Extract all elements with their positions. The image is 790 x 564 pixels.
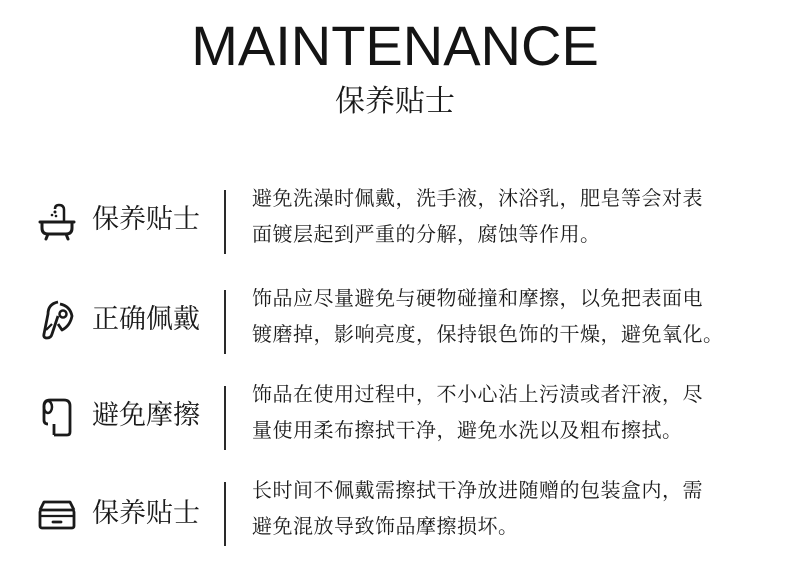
tip-description	[252, 472, 772, 544]
divider	[224, 482, 226, 546]
divider	[224, 290, 226, 354]
tip-description	[252, 180, 772, 252]
tip-line: 避免洗澡时佩戴，洗手液，沐浴乳，肥皂等会对表	[252, 186, 703, 210]
tip-line: 面镀层起到严重的分解，腐蚀等作用。	[252, 222, 601, 246]
bathtub-icon	[34, 198, 80, 244]
tip-description	[252, 280, 772, 352]
tip-line: 避免混放导致饰品摩擦损坏。	[252, 514, 519, 538]
tissue-roll-icon	[34, 394, 80, 440]
tip-row-friction	[0, 372, 790, 468]
tip-description	[252, 376, 772, 448]
tip-line: 饰品在使用过程中，不小心沾上污渍或者汗液，尽	[252, 382, 703, 406]
tip-label: 保养贴士	[92, 204, 200, 235]
tip-line: 长时间不佩戴需擦拭干净放进随赠的包装盒内，需	[252, 478, 703, 502]
page-title: MAINTENANCE	[191, 14, 599, 77]
tip-row-storage	[0, 468, 790, 564]
tip-label: 避免摩擦	[92, 400, 200, 431]
tip-label: 保养贴士	[92, 498, 200, 529]
earring-icon	[34, 296, 80, 342]
tip-label: 正确佩戴	[92, 304, 200, 335]
tip-row-bath	[0, 176, 790, 272]
tip-line: 镀磨掉，影响亮度，保持银色饰的干燥，避免氧化。	[252, 322, 724, 346]
tip-line: 量使用柔布擦拭干净，避免水洗以及粗布擦拭。	[252, 418, 683, 442]
jewelry-box-icon	[34, 492, 80, 538]
tip-line: 饰品应尽量避免与硬物碰撞和摩擦，以免把表面电	[252, 286, 703, 310]
page-subtitle: 保养贴士	[335, 84, 455, 119]
divider	[224, 386, 226, 450]
tip-row-wear	[0, 276, 790, 372]
divider	[224, 190, 226, 254]
